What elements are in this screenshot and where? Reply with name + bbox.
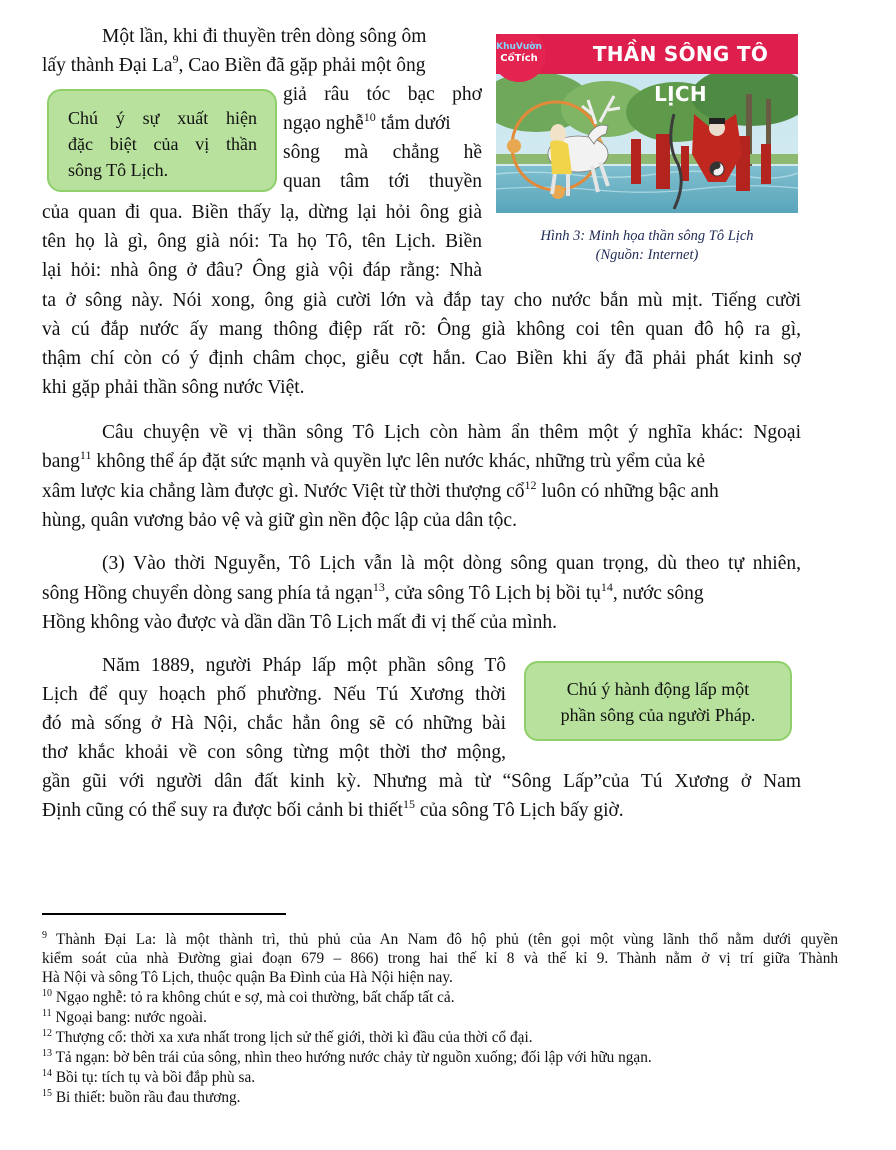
figure-source: (Nguồn: Internet) xyxy=(595,247,699,263)
footnote-text: Thành Đại La: là một thành trì, thủ phủ của An Nam đô hộ phủ (tên gọi một vùng lãnh thổ nằm dưới quyền xyxy=(56,931,838,948)
text-span: luôn có những bậc anh xyxy=(536,481,719,502)
footnote-ref-15[interactable]: 15 xyxy=(402,796,415,811)
text-line: gần gũi với người dân đất kinh kỳ. Nhưng mà từ “Sông Lấp”của Tú Xương ở Nam xyxy=(42,771,801,792)
footnote-text: Bồi tụ: tích tụ và bồi đắp phù sa. xyxy=(55,1069,256,1086)
text-line: Lịch để quy hoạch phố phường. Nếu Tú Xương thời xyxy=(42,684,506,705)
footnote-12 xyxy=(42,1029,533,1048)
footnote-13 xyxy=(42,1049,652,1068)
text-line: và cú đắp nước ấy mang thông điệp rất rõ: Ông già không coi tên quan đô hộ ra gì, xyxy=(42,319,801,340)
text-line: Năm 1889, người Pháp lấp một phần sông Tô xyxy=(102,655,506,676)
text-span: lấy thành Đại La xyxy=(42,55,173,76)
footnote-text: Tả ngạn: bờ bên trái của sông, nhìn theo hướng nước chảy từ nguồn xuống; đối lập với hữu ngạn. xyxy=(55,1049,652,1066)
callout-line: sông Tô Lịch. xyxy=(68,160,169,180)
footnote-10 xyxy=(42,989,455,1008)
footnote-9-cont: Hà Nội và sông Tô Lịch, thuộc quận Ba Đình của Hà Nội hiện nay. xyxy=(42,969,453,986)
text-line: hùng, quân vương bảo vệ và giữ gìn nền độc lập của dân tộc. xyxy=(42,510,517,531)
callout-note-2 xyxy=(524,661,792,741)
figure-caption: Hình 3: Minh họa thần sông Tô Lịch xyxy=(540,228,754,244)
banner-title: THẦN SÔNG TÔ LỊCH xyxy=(592,42,769,106)
callout-line: phần sông của người Pháp. xyxy=(560,705,756,725)
text-line xyxy=(42,447,801,476)
footnote-number: 14 xyxy=(42,1067,52,1079)
footnote-number: 10 xyxy=(42,987,52,999)
text-line: khi gặp phải thần sông nước Việt. xyxy=(42,377,305,398)
footnote-number: 12 xyxy=(42,1027,52,1039)
text-line: Câu chuyện về vị thần sông Tô Lịch còn hàm ẩn thêm một ý nghĩa khác: Ngoại xyxy=(102,422,801,443)
footnote-ref-9[interactable]: 9 xyxy=(172,51,179,66)
callout-line: Chú ý sự xuất hiện xyxy=(68,108,257,128)
text-line xyxy=(42,579,801,608)
footnote-ref-10[interactable]: 10 xyxy=(363,109,376,124)
text-span: Định cũng có thể suy ra được bối cảnh bi thiết xyxy=(42,800,403,821)
footnote-number: 15 xyxy=(42,1087,52,1099)
footnote-9 xyxy=(42,931,838,950)
text-line xyxy=(42,51,482,80)
illustration-scene xyxy=(496,74,798,213)
text-line: thơ khắc khoải về con sông từng một thời thơ mộng, xyxy=(42,742,506,763)
footnote-11 xyxy=(42,1009,207,1028)
footnote-14 xyxy=(42,1069,255,1088)
footnote-9-cont: kiểm soát của nhà Đường giai đoạn 679 – 866) trong hai thế kỉ 8 và thế kỉ 9. Thành nằm ở vị trí giữa Thành xyxy=(42,950,838,967)
footnote-ref-12[interactable]: 12 xyxy=(524,477,537,492)
text-line: của quan đi qua. Biền thấy lạ, dừng lại hỏi ông già xyxy=(42,202,482,223)
text-line: (3) Vào thời Nguyễn, Tô Lịch vẫn là một dòng sông quan trọng, dù theo tự nhiên, xyxy=(102,553,801,574)
text-line: Hồng không vào được và dần dần Tô Lịch mất đi vị thế của mình. xyxy=(42,612,557,633)
logo-text-bottom: CổTích xyxy=(500,53,538,64)
text-line xyxy=(283,109,482,138)
text-span: bang xyxy=(42,451,80,472)
footnote-ref-14[interactable]: 14 xyxy=(600,579,613,594)
text-span: tắm dưới xyxy=(375,113,451,134)
figure-image xyxy=(496,34,798,213)
callout-note-1 xyxy=(47,89,277,192)
text-line: lại hỏi: nhà ông ở đâu? Ông già vội đáp rằng: Nhà xyxy=(42,260,482,281)
text-span: không thể áp đặt sức mạnh và quyền lực lên nước khác, những trù yểm của kẻ xyxy=(91,451,706,472)
text-span: của sông Tô Lịch bấy giờ. xyxy=(414,800,624,821)
text-line: đó mà sống ở Hà Nội, chắc hẳn ông sẽ có những bài xyxy=(42,713,506,734)
text-span: xâm lược kia chẳng làm được gì. Nước Việt từ thời thượng cổ xyxy=(42,481,525,502)
footnote-text: Thượng cổ: thời xa xưa nhất trong lịch sử thế giới, thời kì đầu của thời cổ đại. xyxy=(55,1029,533,1046)
footnote-ref-11[interactable]: 11 xyxy=(79,447,92,462)
text-line: quan tâm tới thuyền xyxy=(283,171,482,192)
footnote-15 xyxy=(42,1089,240,1108)
text-line: tên họ là gì, ông già nói: Ta họ Tô, tên Lịch. Biền xyxy=(42,231,482,252)
footnote-ref-13[interactable]: 13 xyxy=(372,579,385,594)
text-line: sông mà chẳng hề xyxy=(283,142,482,163)
text-span: sông Hồng chuyển dòng sang phía tả ngạn xyxy=(42,583,373,604)
footnote-text: Ngạo nghễ: tỏ ra không chút e sợ, mà coi thường, bất chấp tất cả. xyxy=(55,989,455,1006)
text-line xyxy=(42,477,801,506)
footnote-number: 13 xyxy=(42,1047,52,1059)
text-span: , nước sông xyxy=(612,583,704,604)
text-line: ta ở sông này. Nói xong, ông già cười lớn và đắp tay cho nước bắn mù mịt. Tiếng cười xyxy=(42,290,801,311)
callout-line: đặc biệt của vị thần xyxy=(68,134,257,154)
footnote-number: 11 xyxy=(42,1007,52,1019)
text-span: ngạo nghễ xyxy=(283,113,364,134)
text-line: giả râu tóc bạc phơ xyxy=(283,84,482,105)
footnote-number: 9 xyxy=(42,929,47,941)
footnote-separator xyxy=(42,913,286,915)
logo-text-top: KhuVườn xyxy=(496,42,542,52)
callout-line: Chú ý hành động lấp một xyxy=(566,679,750,699)
text-line: Một lần, khi đi thuyền trên dòng sông ôm xyxy=(102,26,427,47)
footnote-text: Ngoại bang: nước ngoài. xyxy=(55,1009,207,1026)
text-line xyxy=(42,796,624,825)
footnote-text: Bi thiết: buồn rầu đau thương. xyxy=(55,1089,241,1106)
text-line: thậm chí còn có ý định châm chọc, giễu cợt hắn. Cao Biền khi ấy đã phải phát kinh sợ xyxy=(42,348,801,369)
text-span: , Cao Biền đã gặp phải một ông xyxy=(178,55,426,76)
text-span: , cửa sông Tô Lịch bị bồi tụ xyxy=(384,583,601,604)
